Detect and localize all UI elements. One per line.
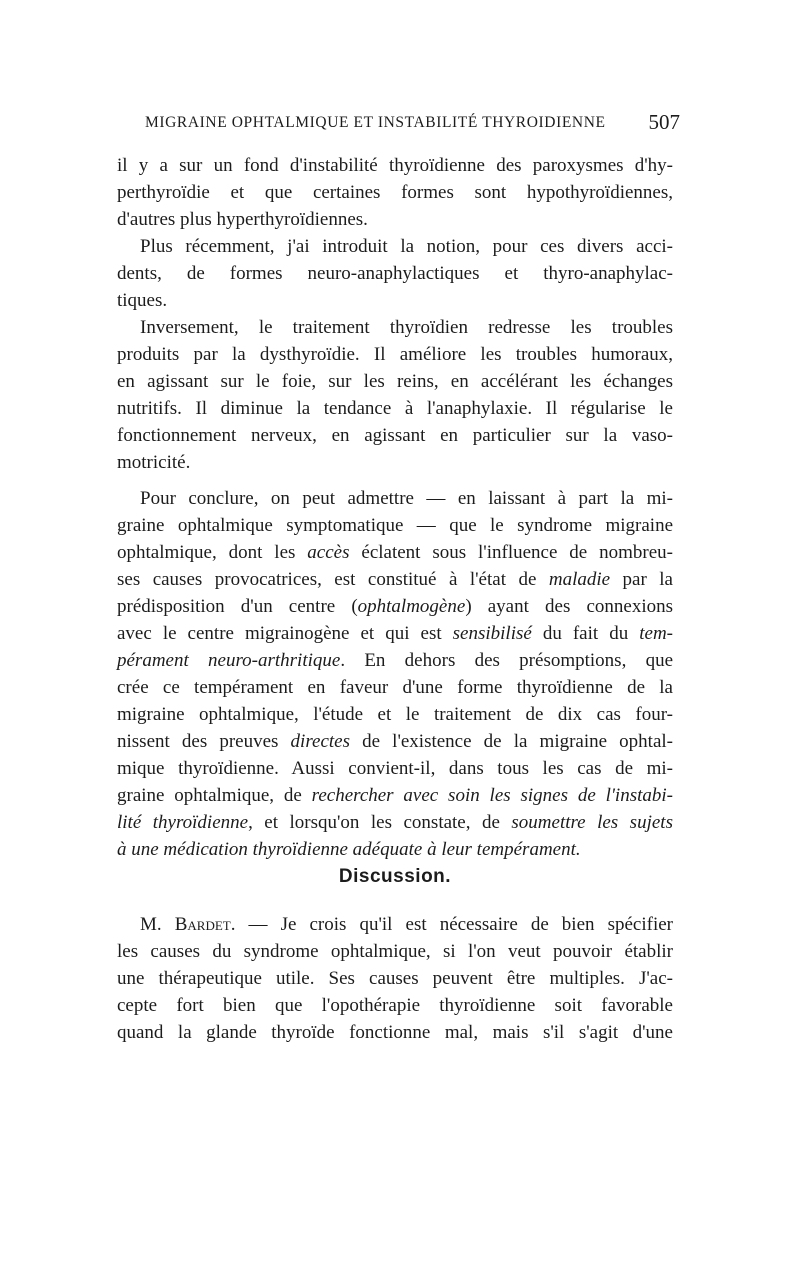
text-line: les causes du syndrome ophtalmique, si l'on veut pouvoir établir: [117, 941, 673, 962]
text-line: nutritifs. Il diminue la tendance à l'anaphylaxie. Il régularise le: [117, 398, 673, 419]
text-line: Inversement, le traitement thyroïdien redresse les troubles: [140, 317, 673, 338]
text-line: produits par la dysthyroïdie. Il améliore les troubles humoraux,: [117, 344, 673, 365]
text-line: graine ophtalmique, de rechercher avec soin les signes de l'instabi-: [117, 785, 673, 806]
text-line: il y a sur un fond d'instabilité thyroïdienne des paroxysmes d'hy-: [117, 155, 673, 176]
page-number: 507: [648, 110, 680, 134]
text-line: lité thyroïdienne, et lorsqu'on les constate, de soumettre les sujets: [117, 812, 673, 833]
italic-text: lité thyroïdienne: [117, 812, 249, 833]
text-line: en agissant sur le foie, sur les reins, en accélérant les échanges: [117, 371, 673, 392]
text-line: tiques.: [117, 290, 168, 311]
text-line: une thérapeutique utile. Ses causes peuvent être multiples. J'ac-: [117, 968, 673, 989]
text-line: ses causes provocatrices, est constitué à l'état de maladie par la: [117, 569, 673, 590]
text-line: prédisposition d'un centre (ophtalmogène) ayant des connexions: [117, 596, 673, 617]
italic-text: sensibilisé: [452, 623, 532, 644]
text-line: avec le centre migrainogène et qui est sensibilisé du fait du tem-: [117, 623, 673, 644]
text-line: fonctionnement nerveux, en agissant en particulier sur la vaso-: [117, 425, 673, 446]
text-line: ophtalmique, dont les accès éclatent sous l'influence de nombreu-: [117, 542, 673, 563]
section-heading: Discussion.: [338, 866, 452, 887]
text-line: à une médication thyroïdienne adéquate à leur tempérament.: [117, 839, 581, 860]
text-line: quand la glande thyroïde fonctionne mal, mais s'il s'agit d'une: [117, 1022, 673, 1043]
text-line: Pour conclure, on peut admettre — en laissant à part la mi-: [140, 488, 673, 509]
text-line: M. Bardet. — Je crois qu'il est nécessaire de bien spécifier: [140, 914, 673, 935]
italic-text: rechercher avec soin les signes de l'instabi-: [311, 785, 673, 806]
text-line: mique thyroïdienne. Aussi convient-il, dans tous les cas de mi-: [117, 758, 673, 779]
speaker-name: M. Bardet.: [140, 914, 236, 935]
italic-text: soumettre les sujets: [511, 812, 673, 833]
text-line: migraine ophtalmique, l'étude et le traitement de dix cas four-: [117, 704, 673, 725]
italic-text: ophtalmogène: [357, 596, 466, 617]
running-header: [145, 110, 680, 140]
text-line: nissent des preuves directes de l'existence de la migraine ophtal-: [117, 731, 673, 752]
italic-text: accès: [307, 542, 350, 563]
running-title: MIGRAINE OPHTALMIQUE ET INSTABILITÉ THYROIDIENNE: [145, 114, 606, 131]
text-line: Plus récemment, j'ai introduit la notion, pour ces divers acci-: [140, 236, 673, 257]
italic-text: directes: [290, 731, 350, 752]
text-line: dents, de formes neuro-anaphylactiques et thyro-anaphylac-: [117, 263, 673, 284]
italic-text: maladie: [548, 569, 611, 590]
text-line: pérament neuro-arthritique. En dehors des présomptions, que: [117, 650, 674, 671]
italic-text: pérament neuro-arthritique: [117, 650, 341, 671]
text-line: d'autres plus hyperthyroïdiennes.: [117, 209, 368, 230]
text-line: crée ce tempérament en faveur d'une forme thyroïdienne de la: [117, 677, 673, 698]
text-line: graine ophtalmique symptomatique — que le syndrome migraine: [117, 515, 673, 536]
text-line: motricité.: [117, 452, 191, 473]
italic-text: tem-: [639, 623, 673, 644]
text-line: cepte fort bien que l'opothérapie thyroïdienne soit favorable: [117, 995, 673, 1016]
text-line: perthyroïdie et que certaines formes sont hypothyroïdiennes,: [117, 182, 673, 203]
